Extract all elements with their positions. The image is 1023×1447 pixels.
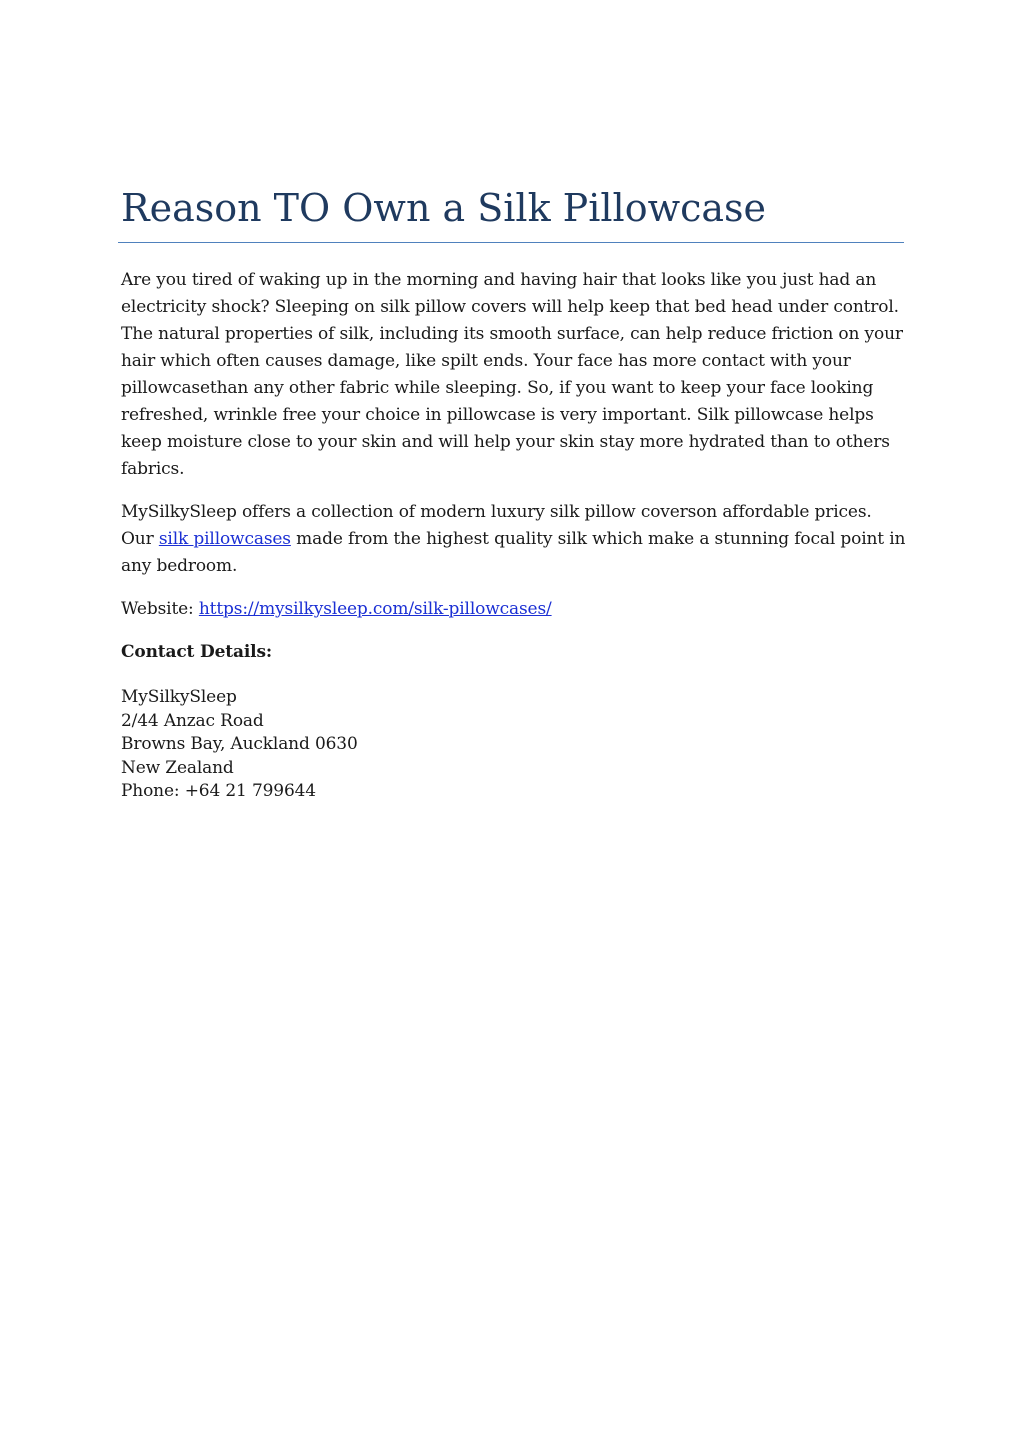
company-name: MySilkySleep xyxy=(121,687,237,707)
street-address: 2/44 Anzac Road xyxy=(121,710,264,731)
contact-address-block xyxy=(121,686,907,804)
document-content xyxy=(121,182,907,804)
offer-text-after-link: made from the highest quality silk which make a stunning focal point in any bedroom. xyxy=(121,529,906,576)
offer-text-before-link: MySilkySleep offers a collection of modern luxury silk pillow coverson affordable prices. Our xyxy=(121,502,872,549)
country: New Zealand xyxy=(121,757,234,778)
document-title: Reason TO Own a Silk Pillowcase xyxy=(121,186,767,230)
city-address: Browns Bay, Auckland 0630 xyxy=(121,734,358,754)
website-label: Website: xyxy=(121,599,199,619)
title-underline-rule xyxy=(118,242,904,243)
contact-details-heading: Contact Details: xyxy=(121,642,273,662)
silk-pillowcases-link[interactable]: silk pillowcases xyxy=(158,529,291,549)
website-url-link[interactable]: https://mysilkysleep.com/silk-pillowcases/ xyxy=(198,599,552,619)
intro-paragraph: Are you tired of waking up in the morning and having hair that looks like you just had an electricity shock? Sleeping on silk pillow covers will help keep that bed head under control. The natural properties of silk, including its smooth surface, can help reduce friction on your hair which often causes damage, like spilt ends. Your face has more contact with your pillowcasethan any other fabric while sleeping. So, if you want to keep your face looking refreshed, wrinkle free your choice in pillowcase is very important. Silk pillowcase helps keep moisture close to your skin and will help your skin stay more hydrated than to others fabrics. xyxy=(121,270,903,479)
phone-number: Phone: +64 21 799644 xyxy=(121,781,316,801)
offer-paragraph xyxy=(121,499,907,580)
website-line xyxy=(121,596,907,623)
